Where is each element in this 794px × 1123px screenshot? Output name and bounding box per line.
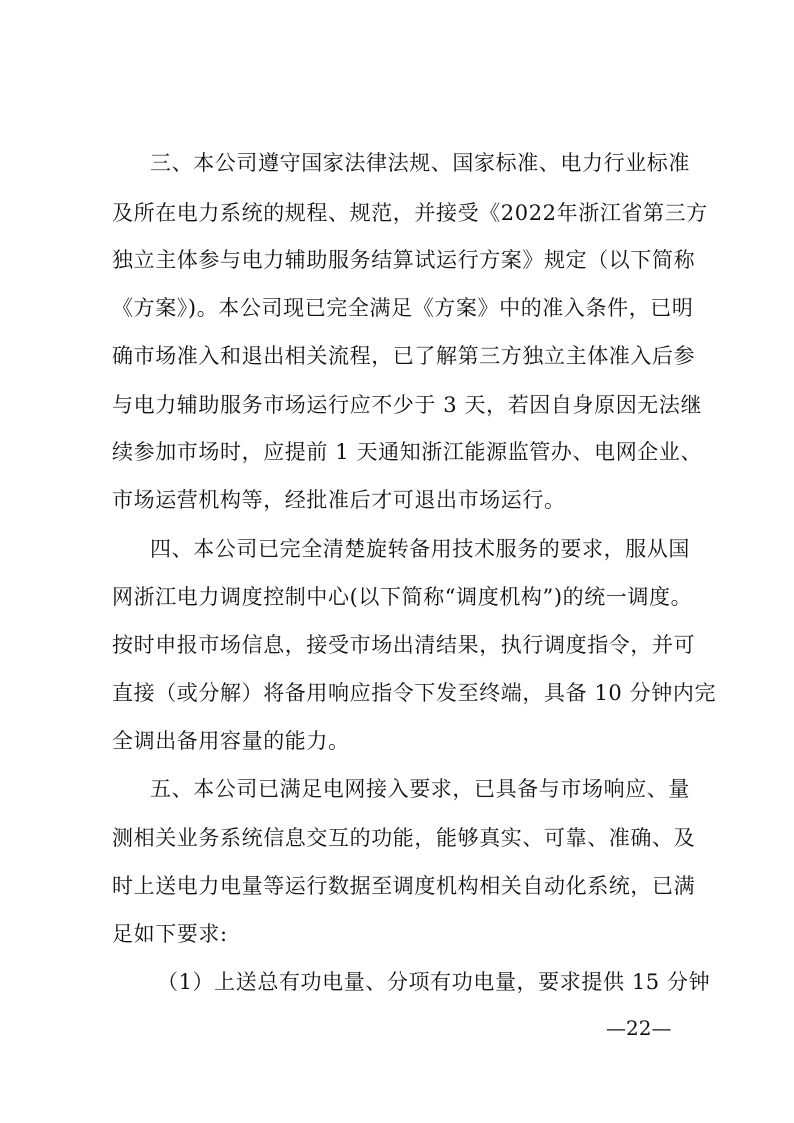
paragraph-3-line-7: 续参加市场时，应提前 1 天通知浙江能源监管办、电网企业、	[112, 440, 703, 464]
paragraph-3-line-2: 及所在电力系统的规程、规范，并接受《2022年浙江省第三方	[112, 201, 708, 225]
paragraph-4-line-2: 网浙江电力调度控制中心(以下简称“调度机构”)的统一调度。	[112, 585, 693, 609]
paragraph-3-line-4: 《方案》)。本公司现已完全满足《方案》中的准入条件，已明	[112, 296, 694, 320]
paragraph-3-line-6: 与电力辅助服务市场运行应不少于 3 天，若因自身原因无法继	[112, 393, 703, 417]
paragraph-3-line-1: 三、本公司遵守国家法律法规、国家标准、电力行业标准	[150, 151, 690, 175]
page-number: —22—	[606, 1016, 672, 1040]
paragraph-4-line-5: 全调出备用容量的能力。	[112, 729, 350, 753]
paragraph-5-line-1: 五、本公司已满足电网接入要求，已具备与市场响应、量	[150, 777, 690, 801]
paragraph-5-line-3: 时上送电力电量等运行数据至调度机构相关自动化系统，已满	[112, 874, 696, 898]
paragraph-5-line-2: 测相关业务系统信息交互的功能，能够真实、可靠、准确、及	[112, 826, 696, 850]
paragraph-4-line-4: 直接（或分解）将备用响应指令下发至终端，具备 10 分钟内完	[112, 681, 717, 705]
paragraph-5-line-4: 足如下要求:	[112, 922, 228, 946]
paragraph-3-line-8: 市场运营机构等，经批准后才可退出市场运行。	[112, 488, 566, 512]
requirement-item-1: （1）上送总有功电量、分项有功电量，要求提供 15 分钟	[157, 970, 711, 994]
paragraph-3-line-5: 确市场准入和退出相关流程，已了解第三方独立主体准入后参	[112, 344, 696, 368]
paragraph-4-line-3: 按时申报市场信息，接受市场出清结果，执行调度指令，并可	[112, 633, 696, 657]
paragraph-3-line-3: 独立主体参与电力辅助服务结算试运行方案》规定（以下简称	[112, 248, 696, 272]
paragraph-4-line-1: 四、本公司已完全清楚旋转备用技术服务的要求，服从国	[150, 537, 690, 561]
